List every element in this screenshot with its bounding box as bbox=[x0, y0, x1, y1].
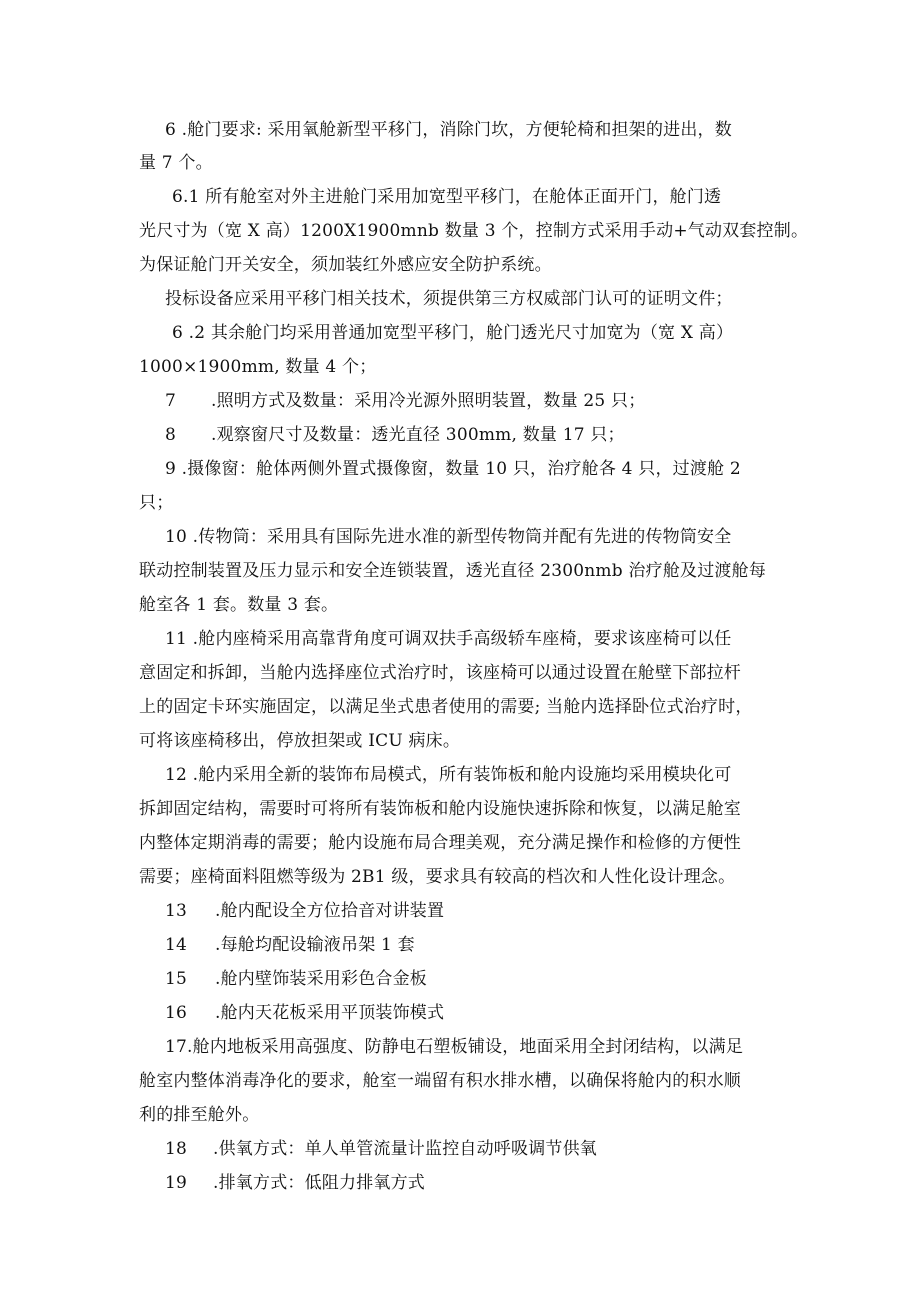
item-6-line-1: 6 .舱门要求: 采用氧舱新型平移门，消除门坎，方便轮椅和担架的进出，数 bbox=[165, 120, 732, 140]
item-6-line-2: 量 7 个。 bbox=[139, 153, 213, 173]
item-18-line bbox=[165, 1138, 597, 1160]
item-12-line-4: 需要；座椅面料阻燃等级为 2B1 级，要求具有较高的档次和人性化设计理念。 bbox=[139, 867, 736, 887]
item-12-line-2: 拆卸固定结构，需要时可将所有装饰板和舱内设施快速拆除和恢复，以满足舱室 bbox=[139, 799, 741, 819]
item-7-number: 7 bbox=[165, 391, 177, 411]
item-14-text: .每舱均配设输液吊架 1 套 bbox=[215, 935, 415, 955]
item-15-text: .舱内壁饰装采用彩色合金板 bbox=[215, 969, 428, 989]
item-16-text: .舱内天花板采用平顶装饰模式 bbox=[215, 1003, 445, 1023]
item-15-number: 15 bbox=[165, 969, 188, 989]
item-7-line bbox=[165, 390, 645, 412]
item-11-line-2: 意固定和拆卸，当舱内选择座位式治疗时，该座椅可以通过设置在舱壁下部拉杆 bbox=[139, 663, 741, 683]
item-10-line-1: 10 .传物筒：采用具有国际先进水准的新型传物筒并配有先进的传物筒安全 bbox=[165, 527, 732, 547]
item-17-line-2: 舱室内整体消毒净化的要求，舱室一端留有积水排水槽，以确保将舱内的积水顺 bbox=[139, 1071, 741, 1091]
item-6-2-line-2: 1000×1900mm, 数量 4 个； bbox=[139, 357, 377, 377]
item-16-number: 16 bbox=[165, 1003, 188, 1023]
item-19-number: 19 bbox=[165, 1173, 188, 1193]
item-15-line bbox=[165, 968, 427, 990]
item-11-line-3: 上的固定卡环实施固定，以满足坐式患者使用的需要; 当舱内选择卧位式治疗时， bbox=[139, 697, 753, 717]
item-14-line bbox=[165, 934, 415, 956]
item-10-line-2: 联动控制装置及压力显示和安全连锁装置，透光直径 2300nmb 治疗舱及过渡舱每 bbox=[139, 561, 767, 581]
item-9-line-1: 9 .摄像窗：舱体两侧外置式摄像窗，数量 10 只，治疗舱各 4 只，过渡舱 2 bbox=[165, 459, 741, 479]
item-6-1-line-2: 光尺寸为（宽 X 高）1200X1900mnb 数量 3 个，控制方式采用手动+气动双套控制。 bbox=[139, 221, 809, 241]
item-9-line-2: 只； bbox=[139, 493, 174, 513]
item-19-text: .排氧方式：低阻力排氧方式 bbox=[213, 1173, 426, 1193]
item-13-text: .舱内配设全方位拾音对讲装置 bbox=[215, 901, 445, 921]
item-13-number: 13 bbox=[165, 901, 188, 921]
item-8-text: .观察窗尺寸及数量：透光直径 300mm, 数量 17 只； bbox=[211, 425, 625, 445]
item-12-line-3: 内整体定期消毒的需要；舱内设施布局合理美观，充分满足操作和检修的方便性 bbox=[139, 833, 741, 853]
item-8-number: 8 bbox=[165, 425, 177, 445]
item-12-line-1: 12 .舱内采用全新的装饰布局模式，所有装饰板和舱内设施均采用模块化可 bbox=[165, 765, 732, 785]
item-19-line bbox=[165, 1172, 425, 1194]
bid-requirement-line: 投标设备应采用平移门相关技术，须提供第三方权威部门认可的证明文件； bbox=[165, 289, 733, 309]
item-17-line-3: 利的排至舱外。 bbox=[139, 1105, 260, 1125]
item-10-line-3: 舱室各 1 套。数量 3 套。 bbox=[139, 595, 339, 615]
item-6-1-line-3: 为保证舱门开关安全，须加装红外感应安全防护系统。 bbox=[139, 255, 552, 275]
item-7-text: .照明方式及数量：采用冷光源外照明装置，数量 25 只； bbox=[211, 391, 646, 411]
item-11-line-1: 11 .舱内座椅采用高靠背角度可调双扶手高级轿车座椅，要求该座椅可以任 bbox=[165, 629, 732, 649]
item-13-line bbox=[165, 900, 444, 922]
item-16-line bbox=[165, 1002, 444, 1024]
item-14-number: 14 bbox=[165, 935, 188, 955]
item-6-1-line-1: 6.1 所有舱室对外主进舱门采用加宽型平移门，在舱体正面开门，舱门透 bbox=[172, 187, 722, 207]
item-18-text: .供氧方式：单人单管流量计监控自动呼吸调节供氧 bbox=[213, 1139, 598, 1159]
item-17-line-1: 17.舱内地板采用高强度、防静电石塑板铺设，地面采用全封闭结构，以满足 bbox=[165, 1037, 744, 1057]
item-18-number: 18 bbox=[165, 1139, 188, 1159]
item-8-line bbox=[165, 424, 625, 446]
item-6-2-line-1: 6 .2 其余舱门均采用普通加宽型平移门，舱门透光尺寸加宽为（宽 X 高） bbox=[172, 323, 734, 343]
item-11-line-4: 可将该座椅移出，停放担架或 ICU 病床。 bbox=[139, 731, 461, 751]
